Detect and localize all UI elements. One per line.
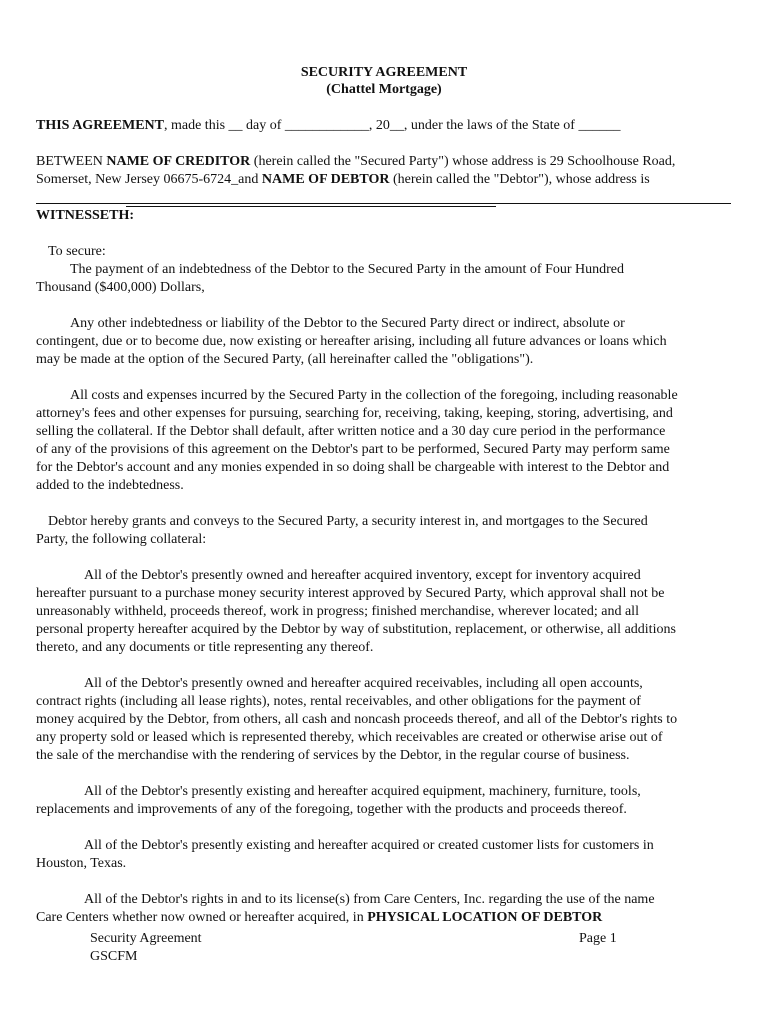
creditor-address-end: Somerset, New Jersey 06675-6724_and	[36, 172, 262, 187]
witnesseth-heading: WITNESSETH:	[36, 208, 135, 223]
text-line: may be made at the option of the Secured Party, (all hereinafter called the "obligations").	[36, 352, 534, 367]
debtor-location: PHYSICAL LOCATION OF DEBTOR	[367, 910, 603, 925]
text-line: All of the Debtor's presently owned and hereafter acquired inventory, except for inventory acquired	[84, 568, 641, 583]
text-line: any property sold or leased which is represented thereby, which receivables are created or otherwise arise out of	[36, 730, 663, 745]
paragraph-receivables	[36, 675, 736, 765]
creditor-text: (herein called the "Secured Party") whose address is 29 Schoolhouse Road,	[250, 154, 676, 169]
text-line: Party, the following collateral:	[36, 532, 207, 547]
agreement-label: THIS AGREEMENT	[36, 118, 164, 133]
paragraph-indebtedness	[36, 261, 736, 297]
debtor-text: (herein called the "Debtor"), whose address is	[389, 172, 650, 187]
agreement-line	[36, 117, 736, 135]
to-secure-label: To secure:	[48, 244, 106, 259]
footer-code: GSCFM	[90, 949, 138, 964]
text-line: contract rights (including all lease rights), notes, rental receivables, and other obligations for the payment of	[36, 694, 641, 709]
license-text: Care Centers whether now owned or hereafter acquired, in	[36, 910, 368, 925]
creditor-name: NAME OF CREDITOR	[106, 154, 251, 169]
text-line: contingent, due or to become due, now existing or hereafter arising, including all future advances or loans which	[36, 334, 667, 349]
between-line	[36, 153, 736, 171]
text-line: thereto, and any documents or title representing any thereof.	[36, 640, 374, 655]
text-line: unreasonably withheld, proceeds thereof, work in progress; finished merchandise, wherever located; and all	[36, 604, 639, 619]
paragraph-license	[36, 891, 736, 927]
text-line: of any of the provisions of this agreement on the Debtor's part to be performed, Secured Party may perform same	[36, 442, 670, 457]
paragraph-other-obligations	[36, 315, 736, 369]
paragraph-customer-lists	[36, 837, 736, 873]
text-line: for the Debtor's account and any monies expended in so doing shall be chargeable with interest to the Debtor and	[36, 460, 670, 475]
text-line: Thousand ($400,000) Dollars,	[36, 280, 205, 295]
text-line: All of the Debtor's presently existing and hereafter acquired or created customer lists for customers in	[84, 838, 654, 853]
text-line: the sale of the merchandise with the rendering of services by the Debtor, in the regular course of business.	[36, 748, 630, 763]
text-line: hereafter pursuant to a purchase money security interest approved by Secured Party, which approval shall not be	[36, 586, 665, 601]
paragraph-costs	[36, 387, 736, 495]
text-line: All of the Debtor's rights in and to its license(s) from Care Centers, Inc. regarding the use of the name	[84, 892, 655, 907]
text-line: All of the Debtor's presently existing and hereafter acquired equipment, machinery, furniture, tools,	[84, 784, 641, 799]
text-line: All costs and expenses incurred by the Secured Party in the collection of the foregoing, including reasonable	[70, 388, 678, 403]
agreement-text: , made this __ day of ____________, 20__, under the laws of the State of ______	[163, 118, 621, 133]
text-line: replacements and improvements of any of the foregoing, together with the products and proceeds thereof.	[36, 802, 627, 817]
text-line: added to the indebtedness.	[36, 478, 184, 493]
address-rule	[36, 203, 731, 204]
debtor-name: NAME OF DEBTOR	[261, 172, 390, 187]
footer-page-number: Page 1	[579, 931, 617, 946]
text-line: Any other indebtedness or liability of the Debtor to the Secured Party direct or indirect, absolute or	[70, 316, 625, 331]
text-line: attorney's fees and other expenses for pursuing, searching for, receiving, taking, keeping, storing, advertising, and	[36, 406, 673, 421]
text-line: Houston, Texas.	[36, 856, 127, 871]
debtor-line	[36, 171, 736, 189]
paragraph-equipment	[36, 783, 736, 819]
between-label: BETWEEN	[36, 154, 107, 169]
text-line: money acquired by the Debtor, from others, all cash and noncash proceeds thereof, and all of the Debtor's rights to	[36, 712, 678, 727]
text-line	[36, 909, 736, 927]
paragraph-inventory	[36, 567, 736, 657]
footer-doc-name: Security Agreement	[90, 931, 202, 946]
document-subtitle: (Chattel Mortgage)	[326, 82, 442, 97]
text-line: selling the collateral. If the Debtor shall default, after written notice and a 30 day cure period in the performance	[36, 424, 666, 439]
text-line: personal property hereafter acquired by the Debtor by way of substitution, replacement, or otherwise, all additions	[36, 622, 676, 637]
paragraph-grant	[36, 513, 736, 549]
text-line: All of the Debtor's presently owned and hereafter acquired receivables, including all open accounts,	[84, 676, 643, 691]
document-title: SECURITY AGREEMENT	[300, 65, 468, 80]
text-line: The payment of an indebtedness of the Debtor to the Secured Party in the amount of Four Hundred	[70, 262, 625, 277]
text-line: Debtor hereby grants and conveys to the Secured Party, a security interest in, and mortgages to the Secured	[48, 514, 648, 529]
